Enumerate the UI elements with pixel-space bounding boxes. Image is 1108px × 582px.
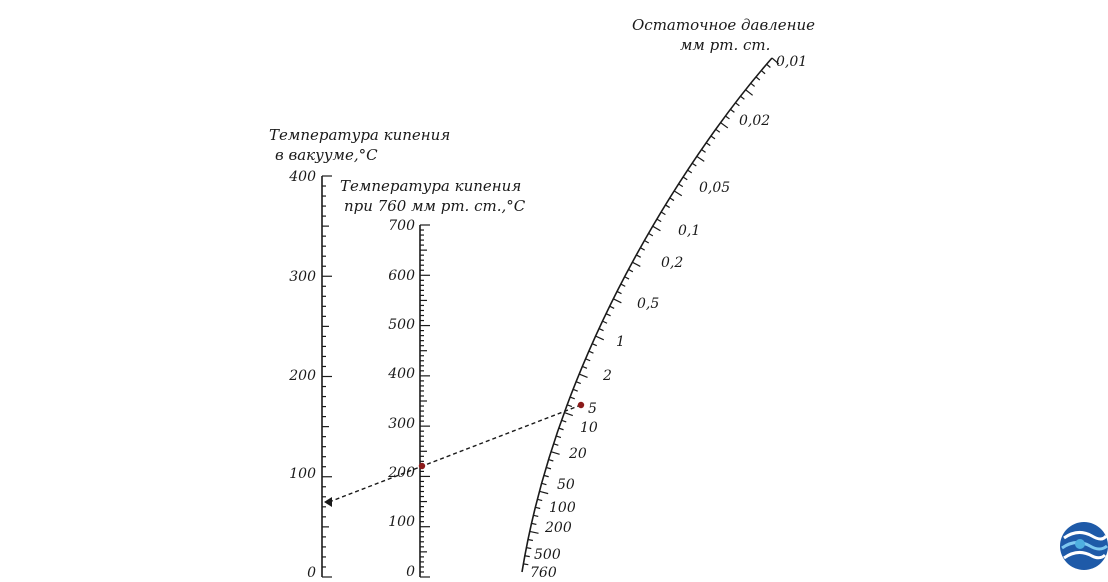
scale-tick xyxy=(657,219,661,222)
pressure-tick-label: 0,02 xyxy=(739,113,771,129)
scale-tick xyxy=(632,262,640,266)
pressure-tick-label: 0,5 xyxy=(637,296,660,312)
scale-tick xyxy=(674,191,682,196)
scale-tick xyxy=(544,475,549,476)
normal-bp-scale xyxy=(340,177,526,580)
example-reading xyxy=(324,402,584,507)
scale-tick xyxy=(532,523,537,524)
scale-tick xyxy=(573,389,578,391)
pressure-tick-label: 1 xyxy=(616,334,625,350)
normal-scale-ticks xyxy=(420,225,430,577)
scale-tick xyxy=(539,491,548,493)
scale-tick xyxy=(751,83,755,86)
scale-tick xyxy=(683,177,687,180)
pressure-tick-label: 500 xyxy=(534,547,561,563)
pressure-tick-label: 0,01 xyxy=(776,54,808,70)
scale-tick xyxy=(523,564,528,565)
scale-tick xyxy=(625,277,629,279)
vacuum-tick-label: 100 xyxy=(289,466,316,482)
normal-tick-label: 500 xyxy=(388,317,415,333)
scale-tick xyxy=(697,156,704,161)
scale-tick xyxy=(725,116,729,119)
pressure-tick-label: 0,1 xyxy=(678,223,701,239)
normal-bp-point-marker xyxy=(419,463,425,469)
scale-tick xyxy=(530,531,539,533)
pressure-tick-label: 10 xyxy=(580,420,598,436)
normal-scale-title-line2: при 760 мм рт. ст.,°C xyxy=(344,197,526,215)
pressure-tick-label: 760 xyxy=(530,565,557,581)
normal-tick-label: 200 xyxy=(388,465,415,481)
scale-tick xyxy=(582,366,587,368)
scale-tick xyxy=(599,329,604,331)
scale-tick xyxy=(721,123,728,128)
pressure-tick-label: 100 xyxy=(549,500,576,516)
scale-tick xyxy=(711,136,715,139)
scale-tick xyxy=(621,284,625,286)
scale-tick xyxy=(756,77,760,80)
normal-tick-label: 0 xyxy=(406,564,415,580)
pressure-tick-label: 2 xyxy=(603,368,612,384)
scale-tick xyxy=(716,129,720,132)
scale-tick xyxy=(670,198,674,201)
scale-tick xyxy=(606,314,611,316)
scale-tick xyxy=(740,96,744,99)
scale-tick xyxy=(644,241,648,243)
scale-tick xyxy=(613,299,621,303)
vacuum-scale-title-line1: Температура кипения xyxy=(269,126,451,144)
scale-tick xyxy=(564,413,572,416)
scale-tick xyxy=(730,109,734,112)
pressure-scale-ticks xyxy=(522,58,779,572)
normal-scale-title-line1: Температура кипения xyxy=(340,177,522,195)
normal-tick-label: 600 xyxy=(388,268,415,284)
normal-tick-label: 400 xyxy=(388,366,415,382)
normal-tick-label: 700 xyxy=(388,218,415,234)
scale-tick xyxy=(761,71,765,74)
scale-tick xyxy=(556,436,561,438)
example-dashed-line xyxy=(329,405,581,502)
scale-tick xyxy=(617,291,621,293)
vacuum-tick-label: 400 xyxy=(289,169,316,185)
pressure-scale-curve xyxy=(522,58,772,572)
pressure-tick-label: 0,2 xyxy=(661,255,684,271)
scale-tick xyxy=(535,507,540,508)
scale-tick xyxy=(661,212,665,215)
scale-tick xyxy=(767,64,771,67)
pressure-point-marker xyxy=(578,402,584,408)
scale-tick xyxy=(640,248,644,250)
normal-tick-label: 300 xyxy=(388,416,415,432)
pressure-scale-title-line1: Остаточное давление xyxy=(632,16,816,34)
scale-tick xyxy=(526,548,531,549)
scale-tick xyxy=(579,374,587,377)
vacuum-scale-title-line2: в вакууме,°C xyxy=(275,146,378,164)
normal-tick-label: 100 xyxy=(388,514,415,530)
scale-tick xyxy=(528,540,533,541)
pressure-scale xyxy=(522,16,815,581)
scale-tick xyxy=(542,483,547,484)
scale-tick xyxy=(706,143,710,146)
pressure-tick-label: 50 xyxy=(557,477,575,493)
pressure-tick-label: 200 xyxy=(545,520,572,536)
scale-tick xyxy=(533,515,538,516)
scale-tick xyxy=(610,306,614,308)
scale-tick xyxy=(603,321,608,323)
scale-tick xyxy=(735,103,739,106)
pressure-scale-title-line2: мм рт. ст. xyxy=(680,36,771,54)
scale-tick xyxy=(551,452,560,455)
scale-tick xyxy=(554,444,559,446)
scale-tick xyxy=(665,205,669,208)
pressure-tick-label: 5 xyxy=(588,401,597,417)
scale-tick xyxy=(688,170,692,173)
vacuum-scale-ticks xyxy=(322,176,332,577)
scale-tick xyxy=(586,359,591,361)
scale-tick xyxy=(649,233,653,236)
scale-tick xyxy=(596,336,604,340)
scale-tick xyxy=(628,269,632,271)
scale-tick xyxy=(546,467,551,468)
scale-tick xyxy=(746,90,753,96)
vacuum-tick-label: 300 xyxy=(289,269,316,285)
scale-tick xyxy=(549,460,554,461)
scale-tick xyxy=(589,351,594,353)
scale-tick xyxy=(576,382,581,384)
scale-tick xyxy=(636,255,640,257)
scale-tick xyxy=(525,556,530,557)
vacuum-bp-arrow-marker xyxy=(324,497,332,507)
scale-tick xyxy=(570,397,575,399)
pressure-tick-label: 0,05 xyxy=(699,180,731,196)
vacuum-tick-label: 200 xyxy=(289,368,316,384)
scale-tick xyxy=(653,226,661,231)
scale-tick xyxy=(559,428,564,430)
scale-tick xyxy=(592,344,597,346)
scale-tick xyxy=(562,420,567,422)
scale-tick xyxy=(701,150,705,153)
pressure-tick-label: 20 xyxy=(569,446,587,462)
scale-tick xyxy=(537,499,542,500)
scale-tick xyxy=(679,184,683,187)
vacuum-tick-label: 0 xyxy=(307,565,316,581)
scale-tick xyxy=(567,405,572,407)
globe-wave-logo-icon xyxy=(1060,522,1108,570)
scale-tick xyxy=(692,163,696,166)
